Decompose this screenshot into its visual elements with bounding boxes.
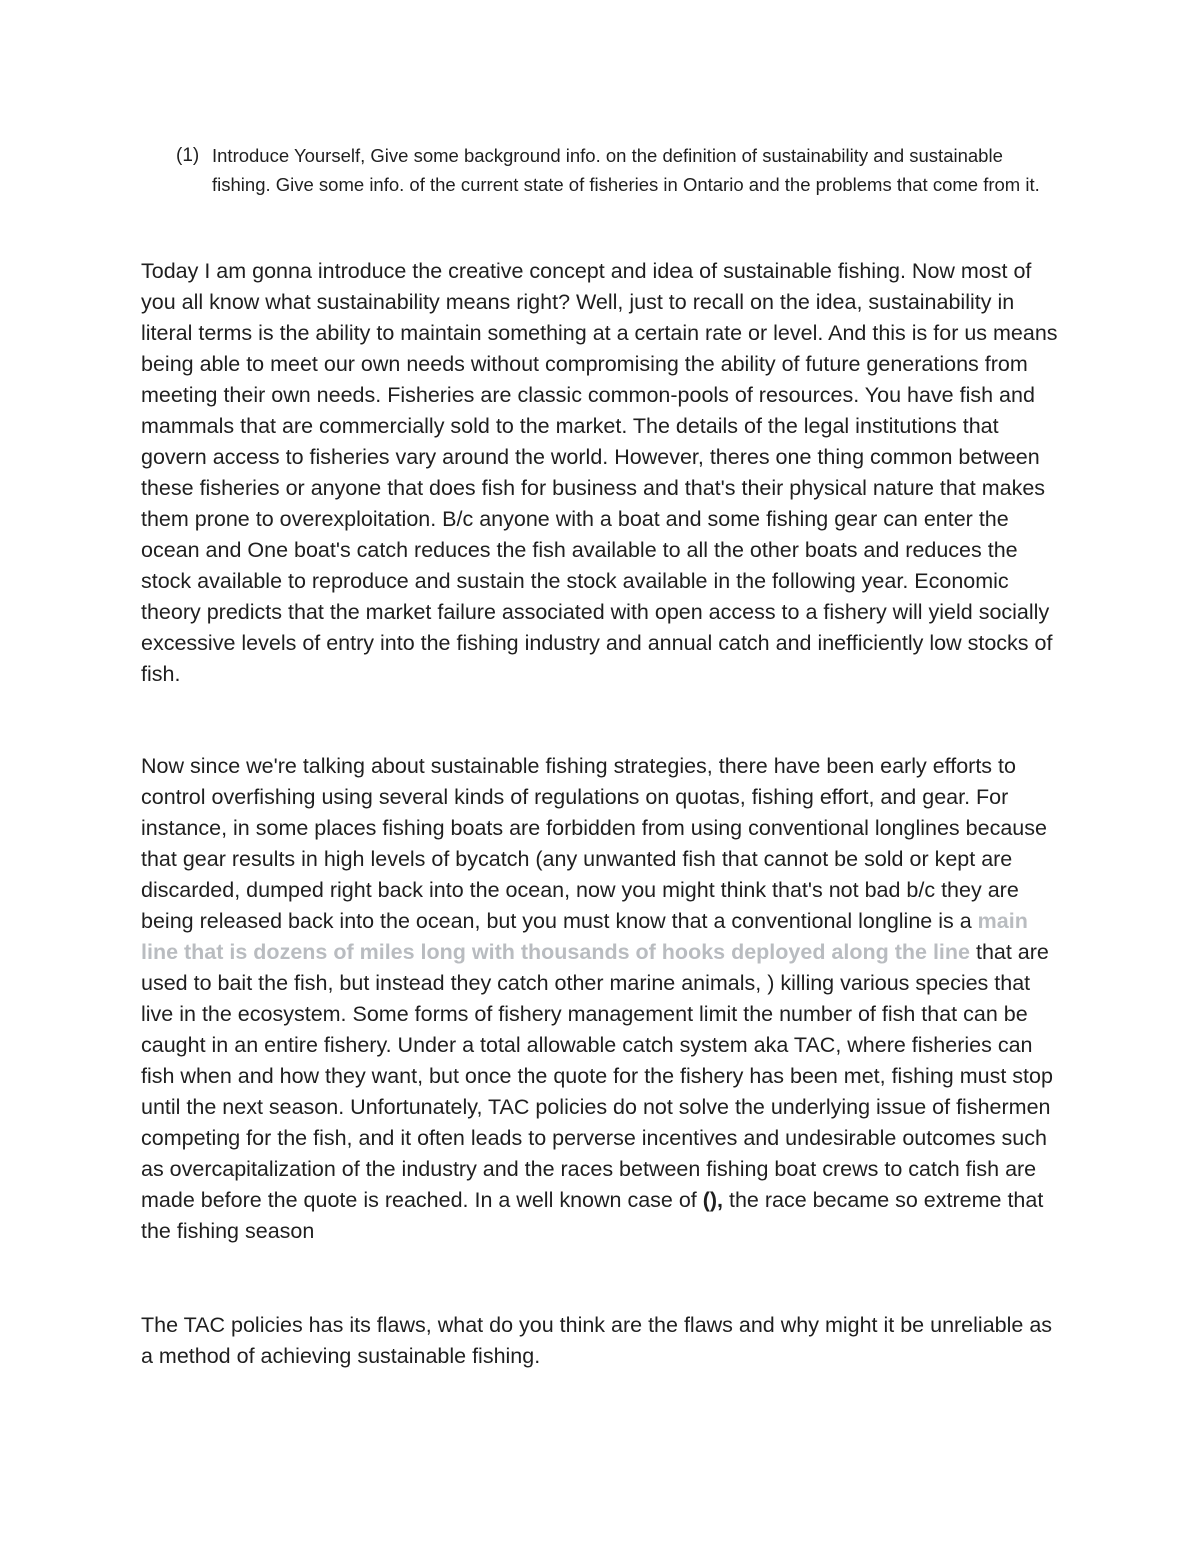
paragraph-strategies — [141, 751, 1066, 1247]
paragraph-question: The TAC policies has its flaws, what do you think are the flaws and why might it be unreliable as a method of achieving sustainable fishing. — [141, 1313, 1053, 1368]
list-number: (1) — [176, 145, 200, 166]
paragraph-strategies-text-1: Now since we're talking about sustainable fishing strategies, there have been early efforts to control overfishing using several kinds of regulations on quotas, fishing effort, and gear. For instance, in some places fishing boats are forbidden from using conventional longlines because that gear results in high levels of bycatch (any unwanted fish that cannot be sold or kept are discarded, dumped right back into the ocean, now you might think that's not bad b/c they are being released back into the ocean, but you must know that a conventional longline is a — [141, 754, 1047, 933]
paragraph-strategies-text-3: the race became so extreme that the fishing season — [141, 1188, 1044, 1243]
highlighted-phrase: main line that is dozens of miles long with thousands of hooks deployed along the line — [141, 909, 1028, 964]
bold-placeholder: (), — [702, 1188, 724, 1212]
list-item-text: Introduce Yourself, Give some background info. on the definition of sustainability and sustainable fishing. Give some info. of the current state of fisheries in Ontario and the problems that come from it. — [212, 145, 1040, 195]
paragraph-strategies-text-2: that are used to bait the fish, but instead they catch other marine animals, ) killing various species that live in the ecosystem. Some forms of fishery management limit the number of fish that can be caught in an entire fishery. Under a total allowable catch system aka TAC, where fisheries can fish when and how they want, but once the quote for the fishery has been met, fishing must stop until the next season. Unfortunately, TAC policies do not solve the underlying issue of fishermen competing for the fish, and it often leads to perverse incentives and undesirable outcomes such as overcapitalization of the industry and the races between fishing boat crews to catch fish are made before the quote is reached. In a well known case of — [141, 940, 1053, 1212]
numbered-list-item — [176, 142, 1056, 199]
paragraph-intro: Today I am gonna introduce the creative concept and idea of sustainable fishing. Now most of you all know what sustainability means right? Well, just to recall on the idea, sustainability in literal terms is the ability to maintain something at a certain rate or level. And this is for us means being able to meet our own needs without compromising the ability of future generations from meeting their own needs. Fisheries are classic common-pools of resources. You have fish and mammals that are commercially sold to the market. The details of the legal institutions that govern access to fisheries vary around the world. However, theres one thing common between these fisheries or anyone that does fish for business and that's their physical nature that makes them prone to overexploitation. B/c anyone with a boat and some fishing gear can enter the ocean and One boat's catch reduces the fish available to all the other boats and reduces the stock available to reproduce and sustain the stock available in the following year. Economic theory predicts that the market failure associated with open access to a fishery will yield socially excessive levels of entry into the fishing industry and annual catch and inefficiently low stocks of fish. — [141, 259, 1058, 686]
